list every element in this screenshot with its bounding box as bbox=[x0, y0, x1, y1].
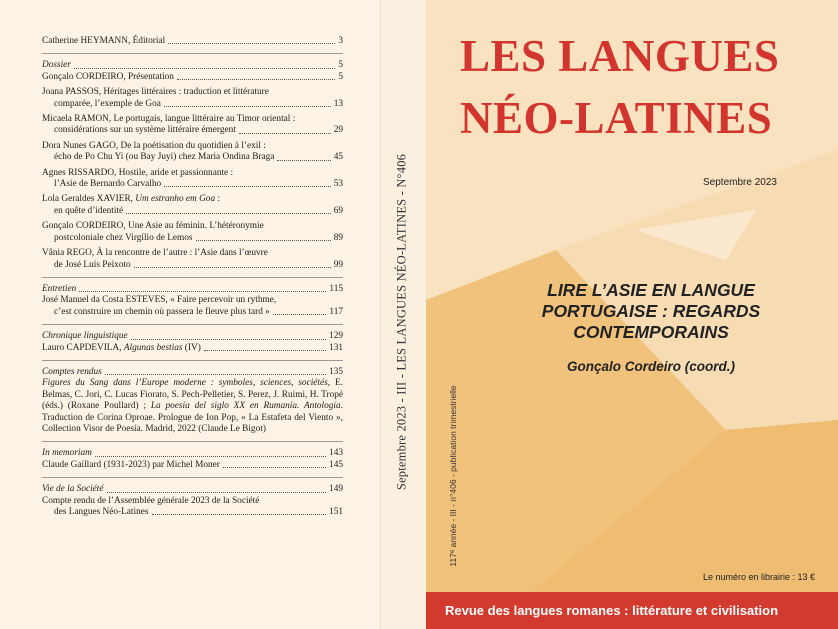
table-of-contents bbox=[42, 36, 343, 522]
toc-entry-esteves: José Manuel da Costa ESTEVES, « Faire percevoir un rythme, c’est construire un chemin où passera le fleuve plus tard » 117 bbox=[42, 295, 343, 317]
toc-entry-gago: Dora Nunes GAGO, De la poétisation du quotidien à l’exil : écho de Po Chu Yi (ou Bay Juyi) chez Maria Ondina Braga 45 bbox=[42, 140, 343, 163]
toc-entry-rissardo: Agnes RISSARDO, Hostile, aride et passionnante : l’Asie de Bernardo Carvalho 53 bbox=[42, 167, 343, 190]
divider bbox=[42, 477, 343, 478]
toc-entry-gaillard: Claude Gaillard (1931-2023) par Michel Moner 145 bbox=[42, 459, 343, 470]
issue-coordinator: Gonçalo Cordeiro (coord.) bbox=[566, 359, 735, 374]
divider bbox=[42, 53, 343, 54]
footer-text: Revue des langues romanes : littérature et civilisation bbox=[445, 603, 779, 618]
divider bbox=[42, 277, 343, 278]
spine-title: Septembre 2023 - III - LES LANGUES NÉO-LATINES - N°406 bbox=[394, 153, 409, 491]
toc-entry-compte-rendu: Compte rendu de l’Assemblée générale 2023 de la Société des Langues Néo-Latines 151 bbox=[42, 495, 343, 517]
toc-entry-xavier: Lola Geraldes XAVIER, Um estranho em Goa : en quête d’identité 69 bbox=[42, 194, 343, 216]
toc-entry-cordeiro: Gonçalo CORDEIRO, Une Asie au féminin. L’hétéronymie postcoloniale chez Virgílio de Lemos 89 bbox=[42, 221, 343, 243]
toc-section-comptes-rendus: Comptes rendus 135 bbox=[42, 366, 343, 377]
toc-section-dossier: Dossier 5 bbox=[42, 60, 343, 71]
journal-title-line1: LES LANGUES bbox=[460, 31, 780, 81]
spine-subtitle: 117ᵉ année - III - n°406 - publication trimestrielle bbox=[448, 385, 458, 567]
toc-entry-editorial: Catherine HEYMANN, Éditorial 3 bbox=[42, 36, 343, 46]
price-label: Le numéro en librairie : 13 € bbox=[703, 572, 816, 582]
divider bbox=[42, 441, 343, 442]
divider bbox=[42, 324, 343, 325]
toc-section-chronique: Chronique linguistique 129 bbox=[42, 331, 343, 342]
toc-entry-capdevila: Lauro CAPDEVILA, Algunas bestias (IV) 131 bbox=[42, 342, 343, 353]
toc-entry-ramon: Micaela RAMON, Le portugais, langue littéraire au Timor oriental : considérations sur un système littéraire émergent 29 bbox=[42, 114, 343, 136]
toc-comptes-rendus-text: Figures du Sang dans l’Europe moderne : symboles, sciences, sociétés, E. Belmas, C. Jori, C. Lucas Fiorato, S. Pech-Pelletier, S. Perez, J. Ruimi, H. Tropé (éds.) (Roxane Poullard) ; La poesía del siglo XX en Rumanía. Antología. Traduction de Corina Oproae. Prologue de Ion Pop, « La Estafeta del Viento », Collection Visor de Poesía. Madrid, 2022 (Claude Le Bigot) bbox=[42, 378, 343, 434]
toc-entry-rego: Vânia REGO, À la rencontre de l’autre : l’Asie dans l’œuvre de José Luís Peixoto 99 bbox=[42, 248, 343, 270]
issue-date: Septembre 2023 bbox=[703, 177, 777, 188]
toc-entry-passos: Joana PASSOS, Héritages littéraires : traduction et littérature comparée, l’exemple de Goa 13 bbox=[42, 87, 343, 109]
divider bbox=[42, 360, 343, 361]
issue-title: LIRE L’ASIE EN LANGUE PORTUGAISE : REGARDS CONTEMPORAINS bbox=[541, 280, 761, 342]
journal-title-line2: NÉO-LATINES bbox=[460, 93, 773, 143]
toc-entry-presentation: Gonçalo CORDEIRO, Présentation 5 bbox=[42, 71, 343, 82]
footer-banner bbox=[426, 592, 838, 629]
toc-section-memoriam: In memoriam 143 bbox=[42, 448, 343, 459]
toc-section-entretien: Entretien 115 bbox=[42, 283, 343, 294]
toc-section-societe: Vie de la Société 149 bbox=[42, 484, 343, 495]
